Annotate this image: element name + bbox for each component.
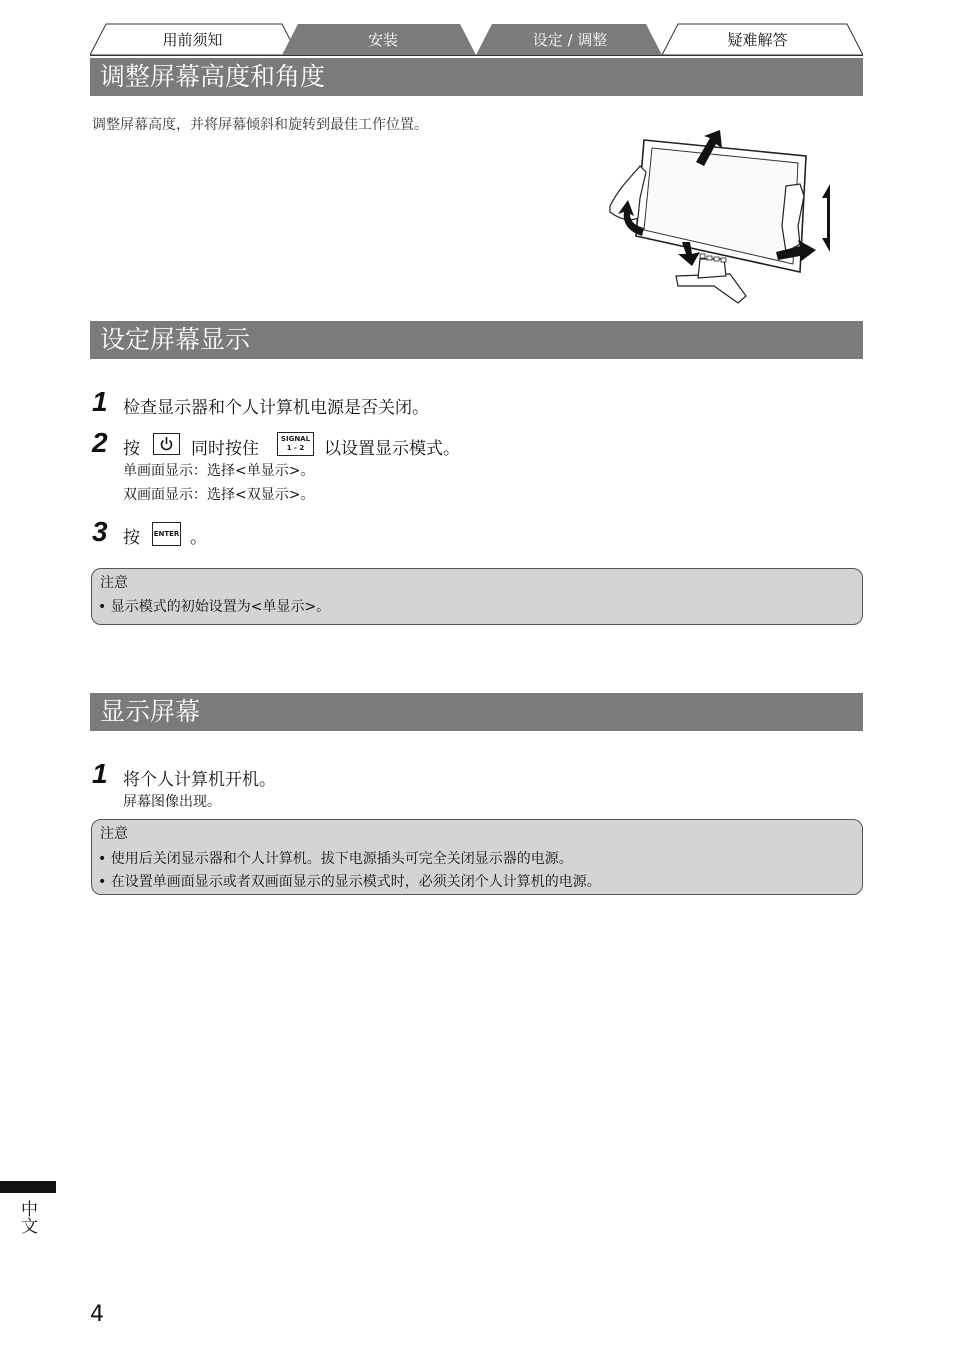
section-intro-text: 调整屏幕高度，并将屏幕倾斜和旋转到最佳工作位置。 xyxy=(92,117,428,133)
tab-before-use[interactable]: 用前须知 xyxy=(162,31,223,49)
step-number: 2 xyxy=(92,427,108,458)
step-text: 将个人计算机开机。 xyxy=(123,770,276,790)
note-title: 注意 xyxy=(100,575,128,591)
tab-troubleshooting[interactable]: 疑难解答 xyxy=(727,31,788,49)
tab-settings-adjustment[interactable]: 设定 / 调整 xyxy=(532,31,608,49)
tab-installation[interactable]: 安装 xyxy=(367,31,398,49)
note-box xyxy=(91,568,863,625)
section-title-set-display: 设定屏幕显示 xyxy=(90,321,863,359)
enter-key xyxy=(152,522,181,546)
language-label: 中文 xyxy=(17,1200,37,1234)
signal-key-label: SIGNAL xyxy=(280,435,311,443)
step-subtext-single: 单画面显示：选择<单显示>。 xyxy=(123,463,315,479)
step-number: 1 xyxy=(92,386,108,417)
section-title-show-screen: 显示屏幕 xyxy=(90,693,863,731)
section-title-adjust-height-angle: 调整屏幕高度和角度 xyxy=(90,58,863,96)
signal-key-sublabel: 1 - 2 xyxy=(286,444,305,452)
step-text-period: 。 xyxy=(190,528,207,548)
language-marker-bar xyxy=(0,1181,56,1193)
step-text: 检查显示器和个人计算机电源是否关闭。 xyxy=(123,398,429,418)
note-item: • 在设置单画面显示或者双画面显示的显示模式时，必须关闭个人计算机的电源。 xyxy=(98,874,601,890)
enter-key-label: ENTER xyxy=(153,530,180,538)
signal-key xyxy=(277,432,314,456)
step-text-hold: 同时按住 xyxy=(191,439,259,459)
note-title: 注意 xyxy=(100,826,128,842)
step-text-set-mode: 以设置显示模式。 xyxy=(324,439,460,459)
power-key xyxy=(153,433,180,455)
monitor-adjustment-illustration xyxy=(600,126,830,308)
step-subtext-dual: 双画面显示：选择<双显示>。 xyxy=(123,487,315,503)
power-icon xyxy=(154,434,179,454)
step-number: 1 xyxy=(92,758,108,789)
step-text-press: 按 xyxy=(123,528,140,548)
page-number: 4 xyxy=(90,1302,104,1327)
note-item: • 使用后关闭显示器和个人计算机。拔下电源插头可完全关闭显示器的电源。 xyxy=(98,851,573,867)
chapter-tabs xyxy=(90,22,863,56)
note-box xyxy=(91,819,863,895)
step-text-press: 按 xyxy=(123,439,140,459)
step-number: 3 xyxy=(92,516,108,547)
note-item: • 显示模式的初始设置为<单显示>。 xyxy=(98,599,331,615)
step-subtext: 屏幕图像出现。 xyxy=(123,794,221,810)
